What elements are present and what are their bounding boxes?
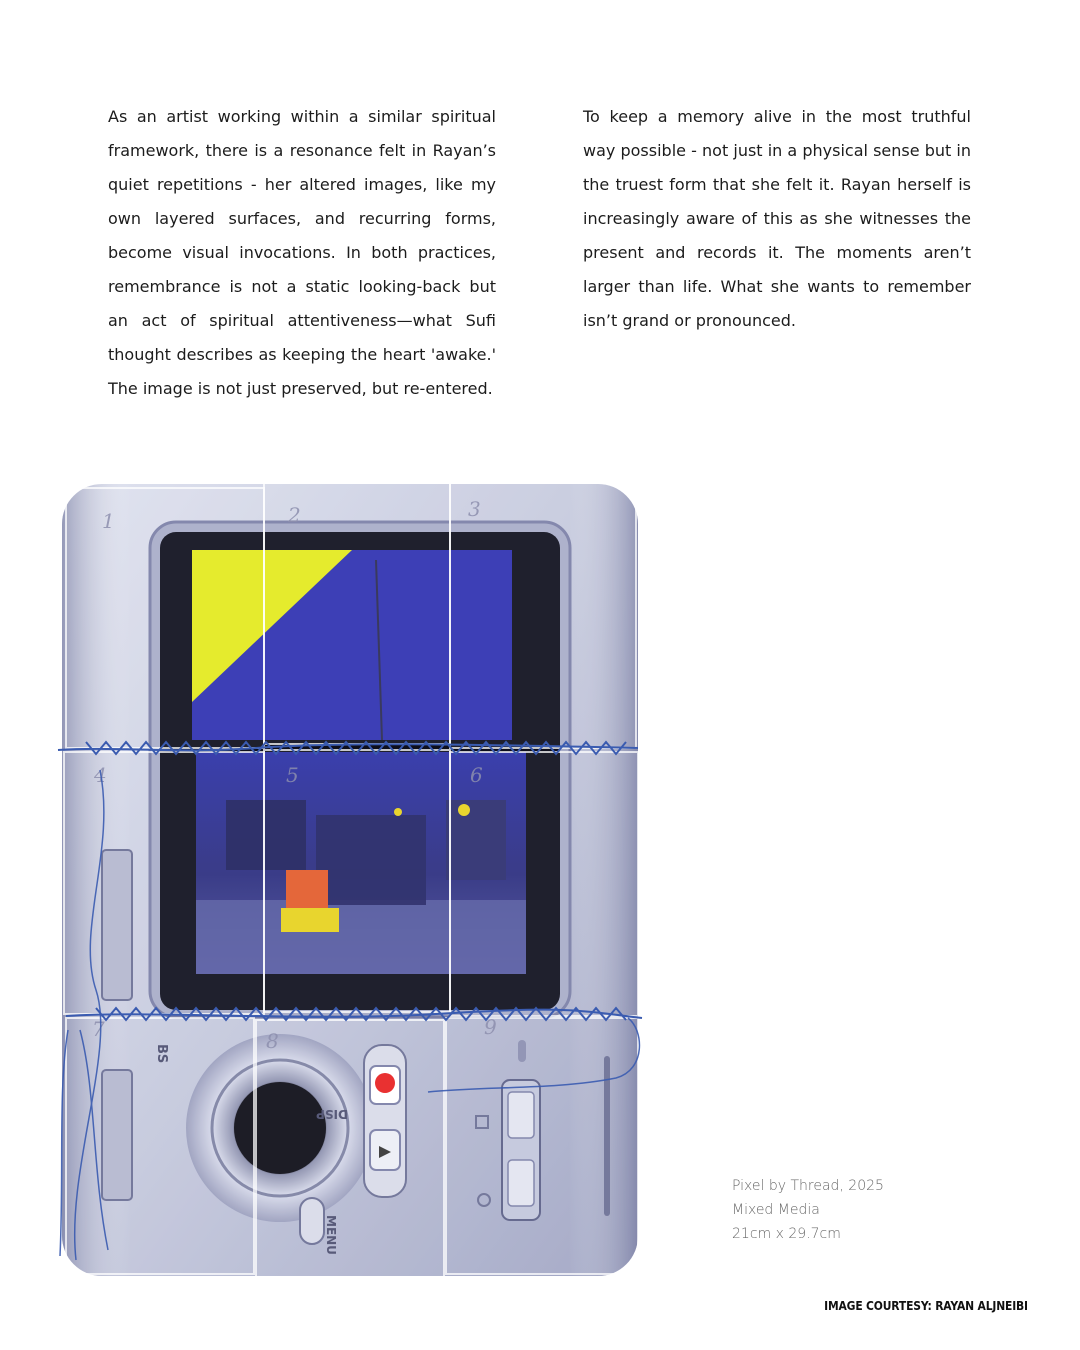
panel-number-1: 1 — [102, 509, 115, 533]
panel-number-8: 8 — [266, 1029, 279, 1053]
panel-7 — [66, 1018, 254, 1274]
artwork-image — [56, 470, 646, 1285]
panel-number-4: 4 — [94, 763, 107, 787]
menu-label: MENU — [324, 1215, 338, 1255]
panel-8 — [256, 1020, 444, 1278]
artwork-caption — [732, 1174, 884, 1246]
panel-5 — [264, 750, 450, 1012]
panel-number-5: 5 — [286, 763, 299, 787]
article-right-column: To keep a memory alive in the most truthful way possible - not just in a physical sense but in the truest form that she felt it. Rayan herself is increasingly aware of this as she witnesses the present and records it. The moments aren’t larger than life. What she wants to remember isn’t grand or pronounced. — [583, 107, 971, 330]
artwork-medium: Mixed Media — [732, 1202, 820, 1218]
disp-label: DISP — [316, 1107, 348, 1121]
panel-number-9: 9 — [484, 1015, 497, 1039]
panel-1 — [66, 488, 264, 748]
panel-9 — [446, 1018, 638, 1274]
panel-number-6: 6 — [470, 763, 483, 787]
artwork-dimensions: 21cm x 29.7cm — [732, 1226, 841, 1242]
panel-4 — [64, 752, 264, 1014]
panel-number-3: 3 — [468, 497, 481, 521]
article-left-column: As an artist working within a similar spiritual framework, there is a resonance felt in Rayan’s quiet repetitions - her altered images, like my own layered surfaces, and recurring forms, become visual invocations. In both practices, remembrance is not a static looking-back but an act of spiritual attentiveness—what Sufi thought describes as keeping the heart 'awake.' The image is not just preserved, but re-entered. — [108, 107, 496, 398]
image-credit: IMAGE COURTESY: RAYAN ALJNEIBI — [824, 1298, 1028, 1313]
artwork-title: Pixel by Thread, 2025 — [732, 1178, 884, 1194]
panel-number-2: 2 — [288, 503, 301, 527]
mode-label: BS — [154, 1044, 169, 1064]
panel-number-7: 7 — [92, 1017, 105, 1041]
panel-6 — [450, 752, 638, 1016]
